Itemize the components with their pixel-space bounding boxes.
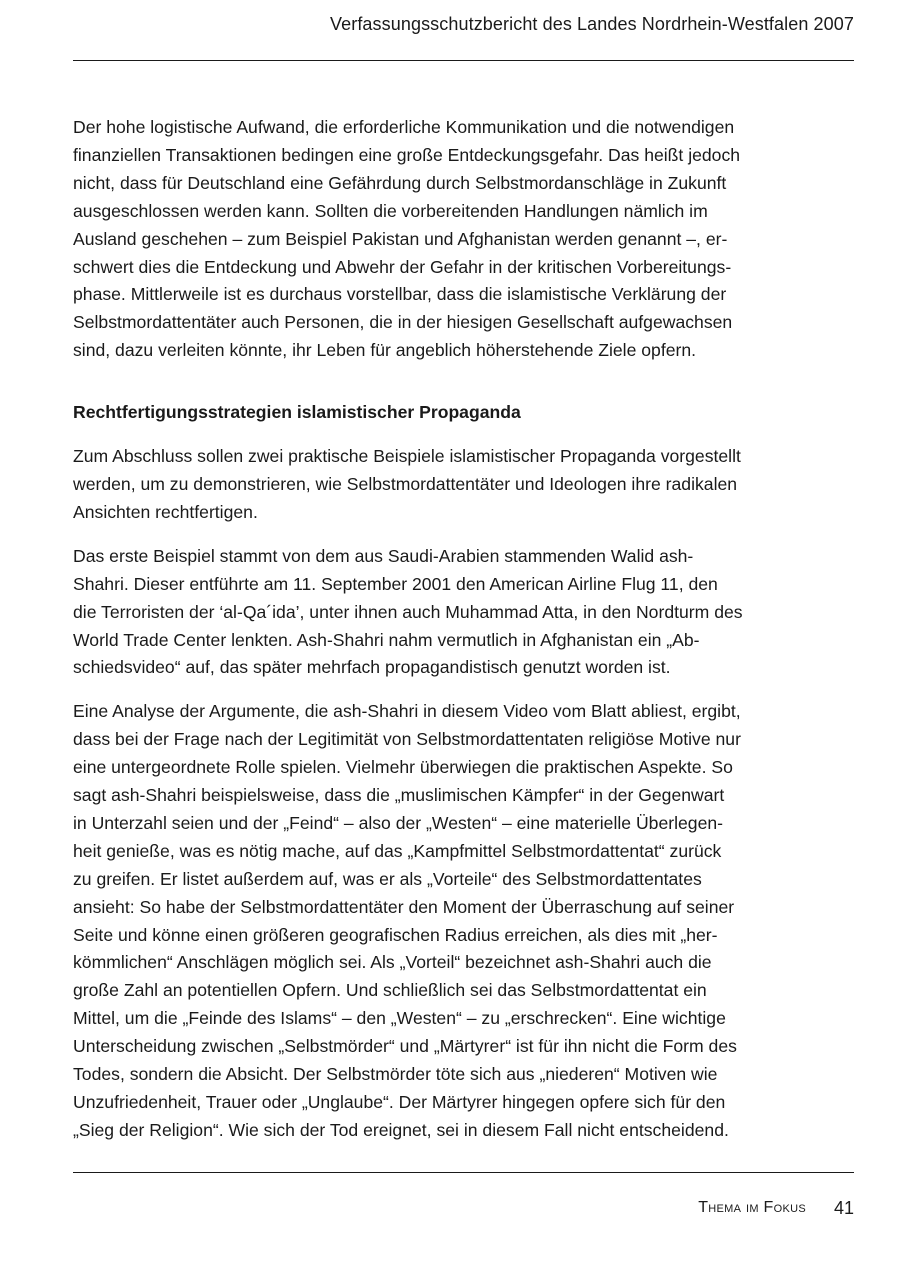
paragraph-spacer [73, 527, 813, 543]
text-line: Todes, sondern die Absicht. Der Selbstmörder töte sich aus „niederen“ Motiven wie [73, 1064, 718, 1085]
page-number: 41 [833, 1198, 854, 1218]
text-line: Seite und könne einen größeren geografischen Radius erreichen, als dies mit „her- [73, 924, 718, 945]
text-line: Selbstmordattentäter auch Personen, die in der hiesigen Gesellschaft aufgewachsen [73, 312, 733, 333]
text-line: dass bei der Frage nach der Legitimität von Selbstmordattentaten religiöse Motive nur [73, 729, 741, 750]
text-line: die Terroristen der ‘al-Qa´ida’, unter ihnen auch Muhammad Atta, in den Nordturm des [73, 601, 743, 622]
text-line: Zum Abschluss sollen zwei praktische Beispiele islamistischer Propaganda vorgestellt [73, 446, 741, 467]
text-line: ansieht: So habe der Selbstmordattentäter den Moment der Überraschung auf seiner [73, 896, 735, 917]
page-content [73, 114, 813, 1145]
intro-paragraph [73, 114, 813, 365]
text-line: Der hohe logistische Aufwand, die erforderliche Kommunikation und die notwendigen [73, 117, 735, 137]
text-line: zu greifen. Er listet außerdem auf, was er als „Vorteile“ des Selbstmordattentates [73, 868, 702, 889]
paragraph-spacer [73, 682, 813, 698]
text-line: Shahri. Dieser entführte am 11. September 2001 den American Airline Flug 11, den [73, 573, 718, 594]
text-line: große Zahl an potentiellen Opfern. Und schließlich sei das Selbstmordattentat ein [73, 980, 707, 1001]
text-line: sagt ash-Shahri beispielsweise, dass die „muslimischen Kämpfer“ in der Gegenwart [73, 785, 725, 806]
text-line: eine untergeordnete Rolle spielen. Vielmehr überwiegen die praktischen Aspekte. So [73, 757, 733, 778]
text-line: Mittel, um die „Feinde des Islams“ – den „Westen“ – zu „erschrecken“. Eine wichtige [73, 1008, 726, 1029]
text-line: Ansichten rechtfertigen. [73, 501, 258, 522]
text-line: Unzufriedenheit, Trauer oder „Unglaube“. Der Märtyrer hingegen opfere sich für den [73, 1092, 726, 1112]
section-spacer [73, 365, 813, 399]
text-line: Das erste Beispiel stammt von dem aus Saudi-Arabien stammenden Walid ash- [73, 545, 694, 566]
argument-analysis-paragraph [73, 698, 813, 1145]
footer-section-label: Thema im Fokus [698, 1199, 806, 1216]
text-line: schwert dies die Entdeckung und Abwehr der Gefahr in der kritischen Vorbereitungs- [73, 256, 732, 277]
text-line: heit genieße, was es nötig mache, auf das „Kampfmittel Selbstmordattentat“ zurück [73, 840, 722, 861]
footer-divider [73, 1172, 854, 1173]
ash-shahri-background-paragraph [73, 543, 813, 683]
header-divider [73, 60, 854, 61]
text-line: kömmlichen“ Anschlägen möglich sei. Als „Vorteil“ bezeichnet ash-Shahri auch die [73, 952, 712, 973]
text-line: schiedsvideo“ auf, das später mehrfach propagandistisch genutzt worden ist. [73, 657, 671, 678]
paragraph-spacer [73, 427, 813, 443]
text-line: Eine Analyse der Argumente, die ash-Shahri in diesem Video vom Blatt abliest, ergibt, [73, 701, 741, 722]
text-line: finanziellen Transaktionen bedingen eine große Entdeckungsgefahr. Das heißt jedoch [73, 144, 741, 165]
text-line: ausgeschlossen werden kann. Sollten die vorbereitenden Handlungen nämlich im [73, 200, 708, 221]
text-line: Unterscheidung zwischen „Selbstmörder“ und „Märtyrer“ ist für ihn nicht die Form des [73, 1036, 737, 1057]
text-line: phase. Mittlerweile ist es durchaus vorstellbar, dass die islamistische Verklärung der [73, 284, 727, 305]
text-line: sind, dazu verleiten könnte, ihr Leben für angeblich höherstehende Ziele opfern. [73, 340, 697, 361]
text-line: „Sieg der Religion“. Wie sich der Tod ereignet, sei in diesem Fall nicht entscheidend. [73, 1119, 729, 1140]
propaganda-intro-paragraph [73, 443, 813, 527]
running-header-title: Verfassungsschutzbericht des Landes Nordrhein-Westfalen 2007 [330, 14, 854, 34]
text-line: in Unterzahl seien und der „Feind“ – also der „Westen“ – eine materielle Überlegen- [73, 812, 723, 833]
section-heading: Rechtfertigungsstrategien islamistischer Propaganda [73, 402, 521, 423]
text-line: nicht, dass für Deutschland eine Gefährdung durch Selbstmordanschläge in Zukunft [73, 172, 727, 193]
text-line: werden, um zu demonstrieren, wie Selbstmordattentäter und Ideologen ihre radikalen [73, 473, 738, 494]
text-line: World Trade Center lenkten. Ash-Shahri nahm vermutlich in Afghanistan ein „Ab- [73, 629, 700, 650]
text-line: Ausland geschehen – zum Beispiel Pakistan und Afghanistan werden genannt –, er- [73, 228, 728, 249]
